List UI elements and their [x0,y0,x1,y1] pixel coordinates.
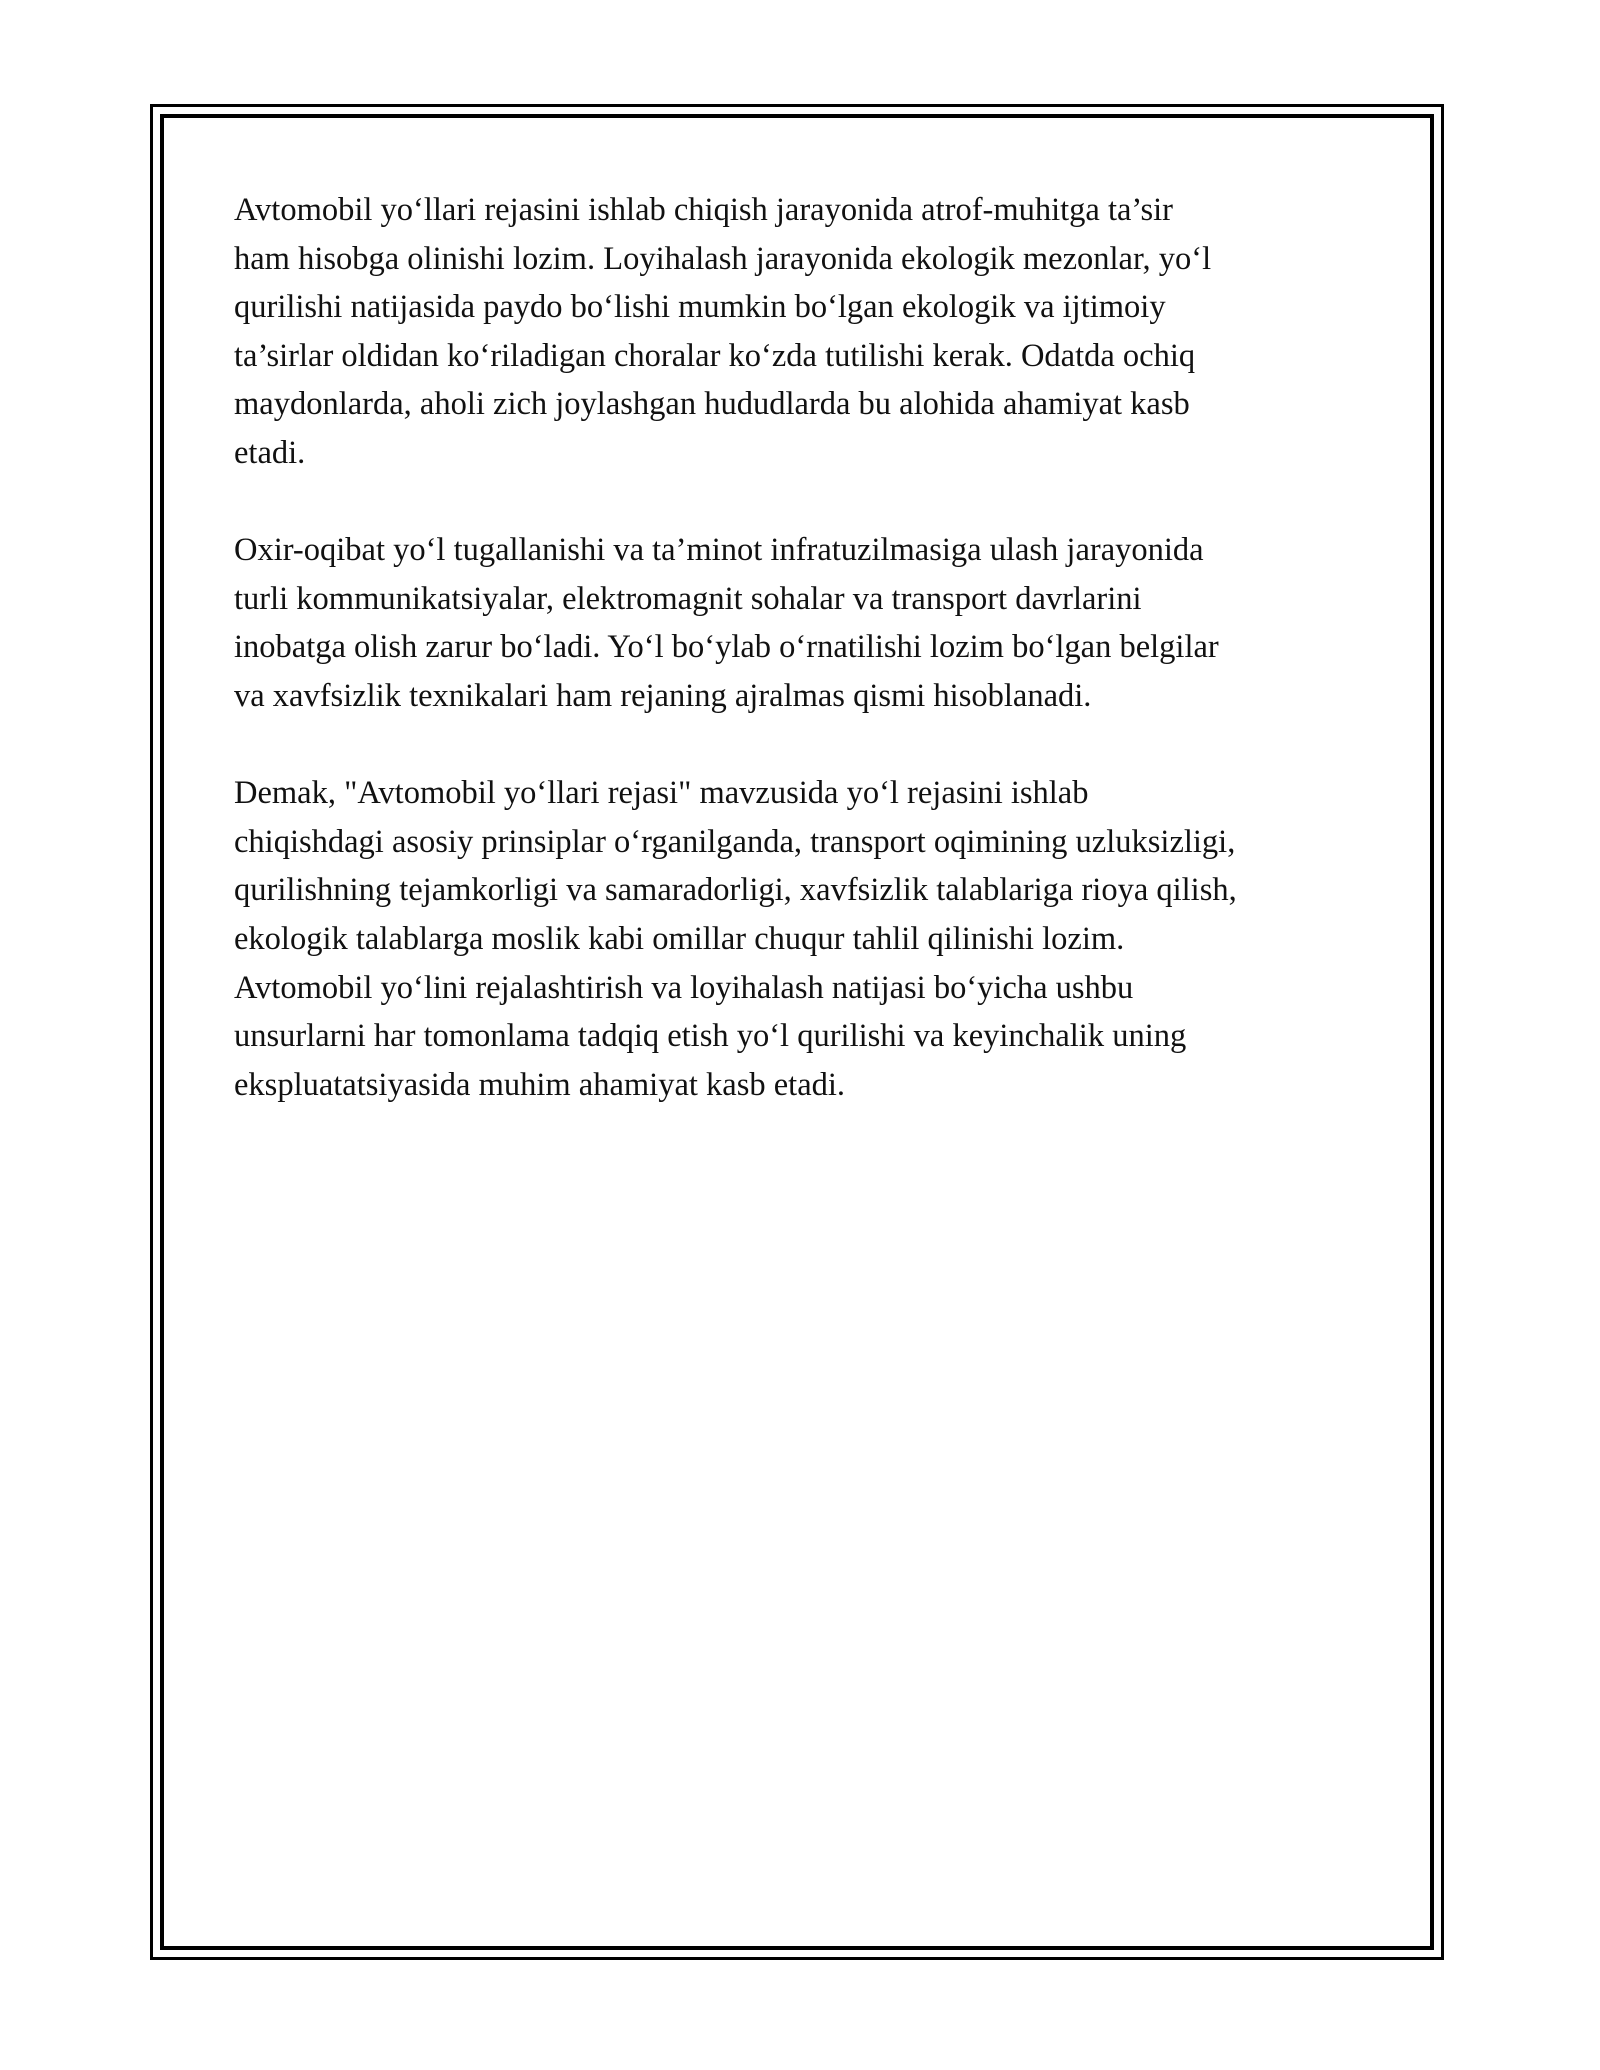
paragraph-line: ham hisobga olinishi lozim. Loyihalash jarayonida ekologik mezonlar, yo‘l [234,240,1212,277]
paragraph-line: etadi. [234,434,306,471]
paragraph-line: maydonlarda, aholi zich joylashgan hududlarda bu alohida ahamiyat kasb [234,386,1190,423]
paragraph-line: va xavfsizlik texnikalari ham rejaning ajralmas qismi hisoblanadi. [234,677,1092,714]
paragraph-line: qurilishning tejamkorligi va samaradorligi, xavfsizlik talablariga rioya qilish, [234,872,1237,909]
paragraph-line: turli kommunikatsiyalar, elektromagnit sohalar va transport davrlarini [234,580,1142,617]
paragraph-line: ekologik talablarga moslik kabi omillar chuqur tahlil qilinishi lozim. [234,920,1125,957]
document-body [234,186,1374,1158]
paragraph-3 [234,769,1374,1109]
paragraph-line: unsurlarni har tomonlama tadqiq etish yo‘l qurilishi va keyinchalik uning [234,1018,1187,1055]
paragraph-line: Avtomobil yo‘lini rejalashtirish va loyihalash natijasi bo‘yicha ushbu [234,969,1134,1006]
paragraph-line: chiqishdagi asosiy prinsiplar o‘rganilganda, transport oqimining uzluksizligi, [234,823,1236,860]
paragraph-line: qurilishi natijasida paydo bo‘lishi mumkin bo‘lgan ekologik va ijtimoiy [234,289,1166,326]
paragraph-line: Oxir-oqibat yo‘l tugallanishi va ta’minot infratuzilmasiga ulash jarayonida [234,532,1204,569]
paragraph-line: ekspluatatsiyasida muhim ahamiyat kasb etadi. [234,1066,846,1103]
paragraph-2 [234,526,1374,720]
paragraph-1 [234,186,1374,478]
paragraph-line: ta’sirlar oldidan ko‘riladigan choralar ko‘zda tutilishi kerak. Odatda ochiq [234,337,1196,374]
paragraph-line: Demak, "Avtomobil yo‘llari rejasi" mavzusida yo‘l rejasini ishlab [234,775,1089,812]
paragraph-line: Avtomobil yo‘llari rejasini ishlab chiqish jarayonida atrof-muhitga ta’sir [234,192,1173,228]
paragraph-line: inobatga olish zarur bo‘ladi. Yo‘l bo‘ylab o‘rnatilishi lozim bo‘lgan belgilar [234,629,1219,666]
